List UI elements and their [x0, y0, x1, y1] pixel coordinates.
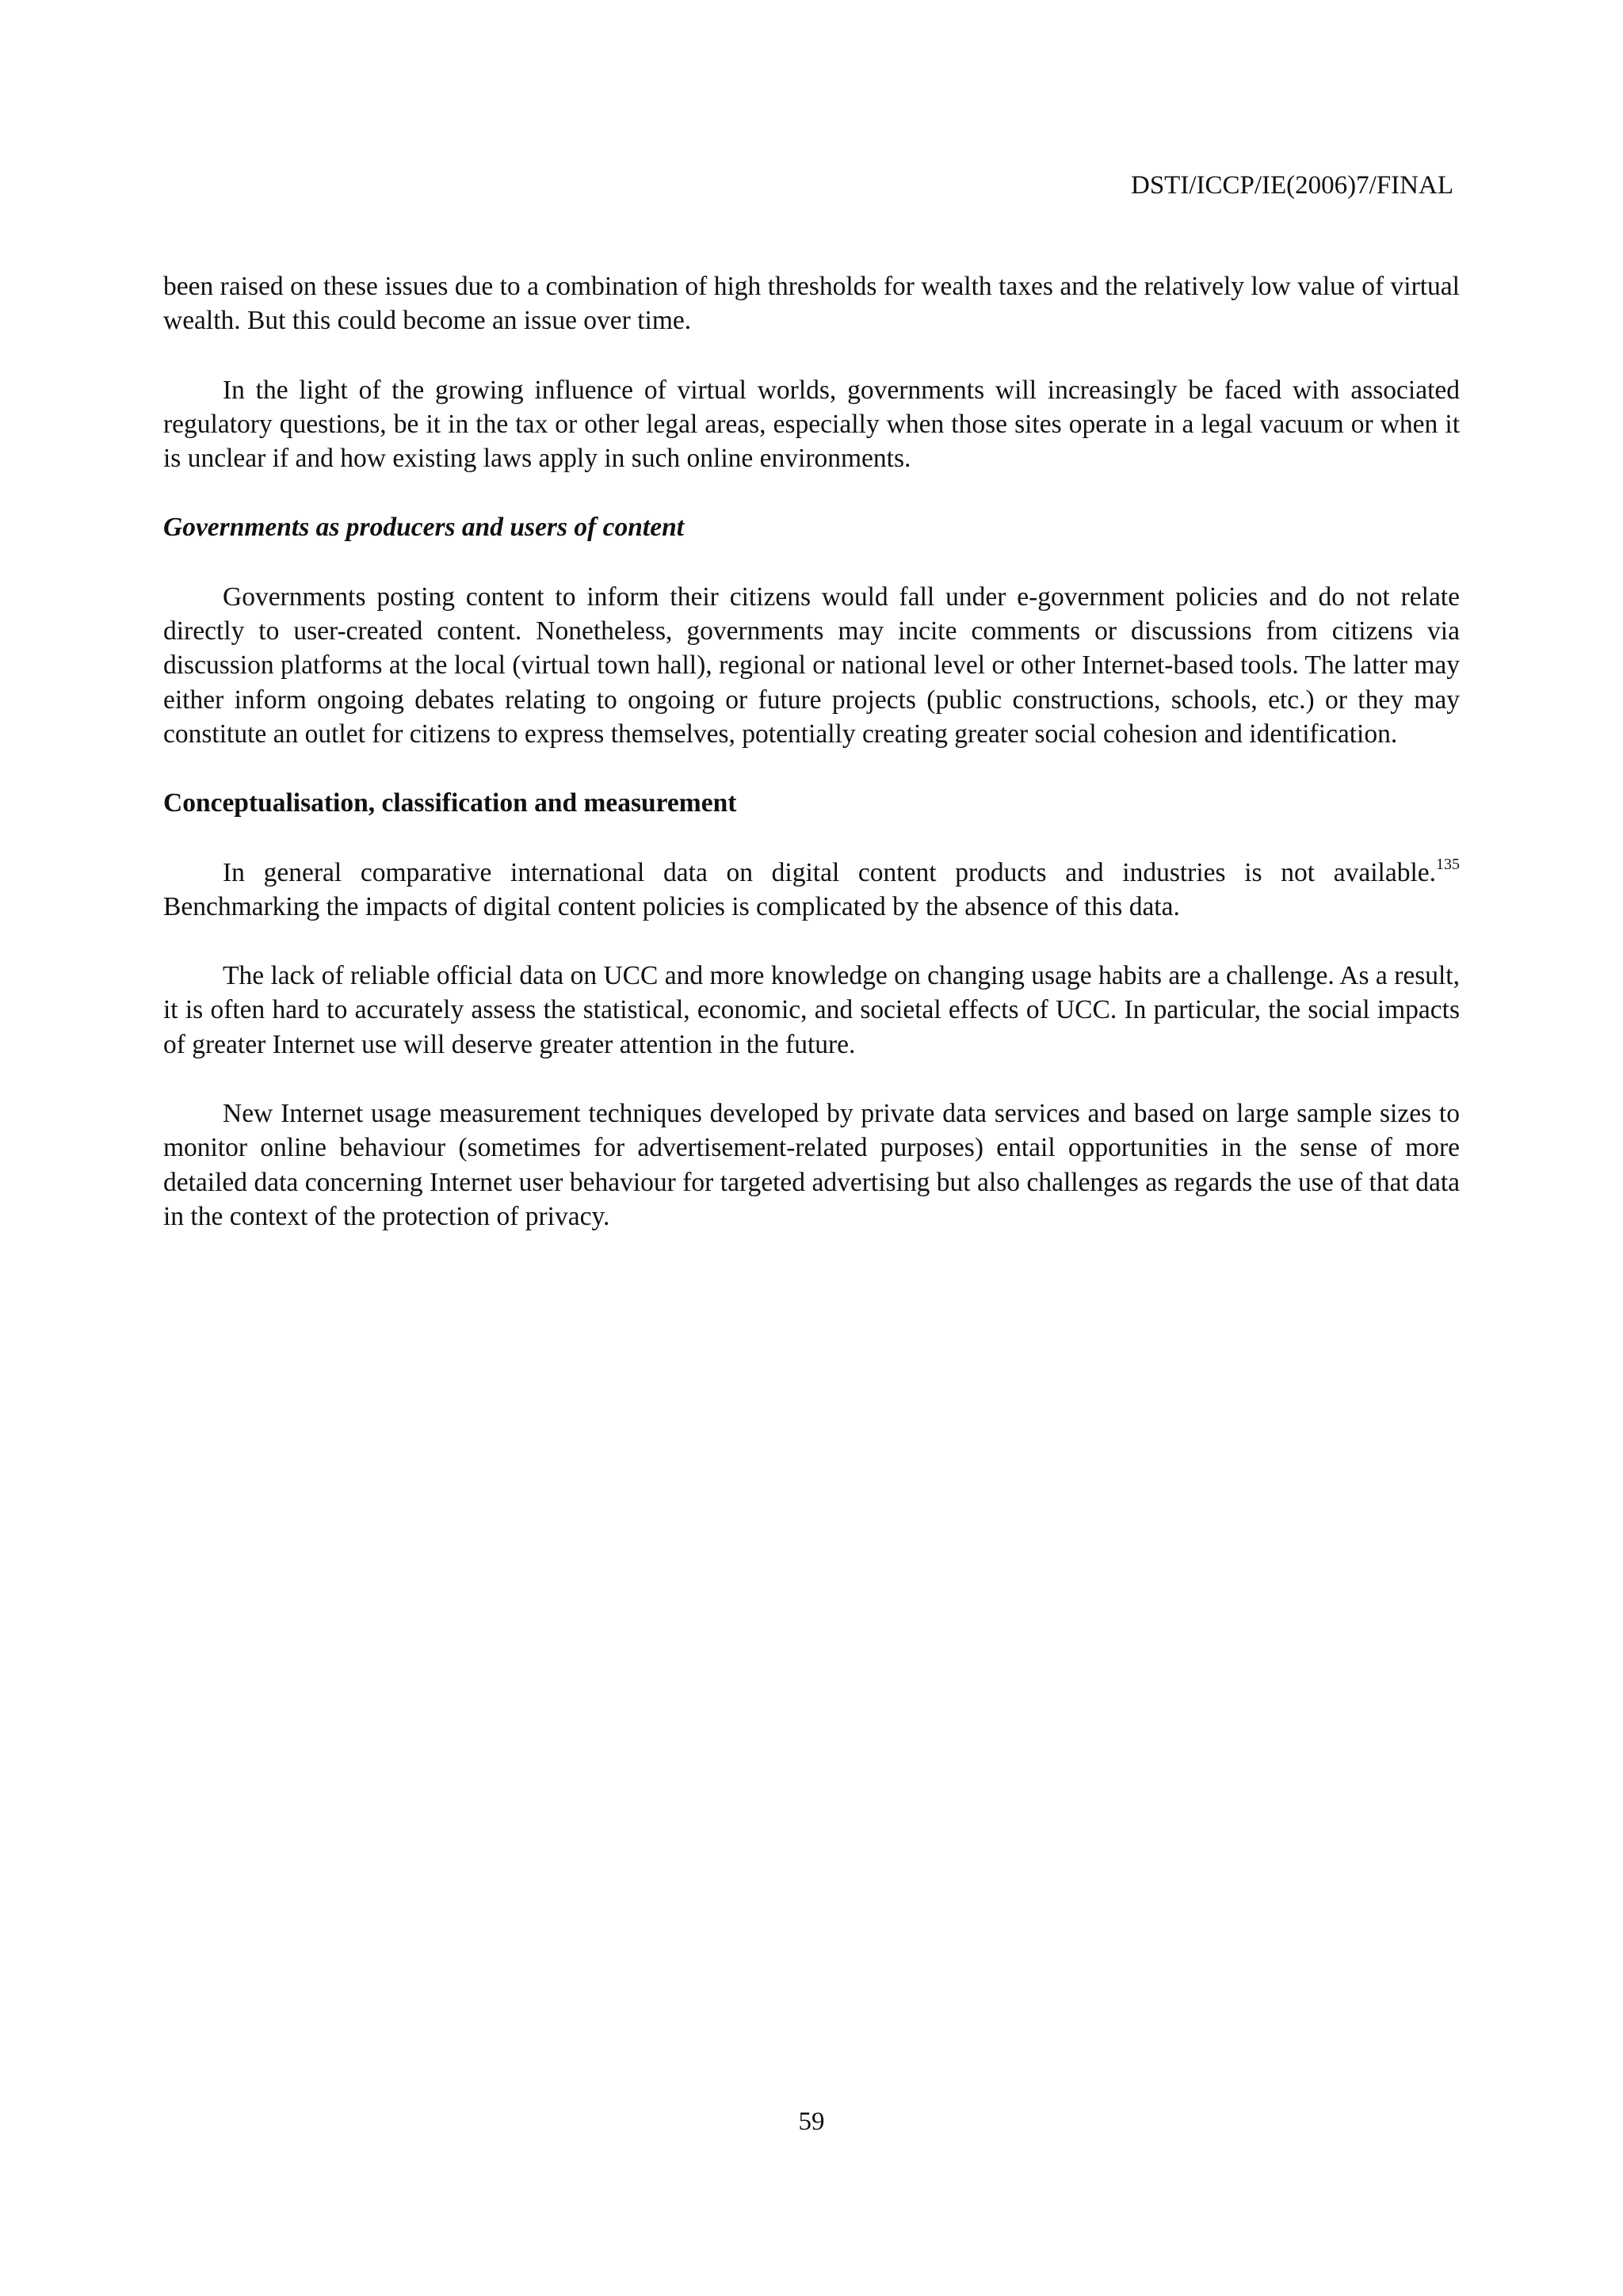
- paragraph-governments-content: Governments posting content to inform their citizens would fall under e-government policies and do not relate directly to user-created content. Nonetheless, governments may incite comments or discussions from citizens via discussion platforms at the local (virtual town hall), regional or national level or other Internet-based tools. The latter may either inform ongoing debates relating to ongoing or future projects (public constructions, schools, etc.) or they may constitute an outlet for citizens to express themselves, potentially creating greater social cohesion and identification.: [163, 582, 1460, 749]
- paragraph-regulatory-questions: In the light of the growing influence of virtual worlds, governments will increasingly be faced with associated regulatory questions, be it in the tax or other legal areas, especially when those sites operate in a legal vacuum or when it is unclear if and how existing laws apply in such online environments.: [163, 375, 1460, 474]
- section-heading-measurement: Conceptualisation, classification and measurement: [163, 788, 737, 818]
- paragraph-virtual-wealth: been raised on these issues due to a combination of high thresholds for wealth taxes and the relatively low value of virtual wealth. But this could become an issue over time.: [163, 272, 1460, 336]
- body-text: [163, 269, 1460, 1268]
- footnote-reference: 135: [1436, 855, 1460, 873]
- paragraph-comparative-data-text: In general comparative international data on digital content products and industries is not available.: [223, 857, 1436, 887]
- paragraph-comparative-data-continued: Benchmarking the impacts of digital content policies is complicated by the absence of this data.: [163, 891, 1180, 921]
- section-heading-governments: Governments as producers and users of content: [163, 513, 685, 543]
- paragraph-comparative-data: [163, 856, 1460, 925]
- page-number: 59: [798, 2107, 825, 2136]
- paragraph-ucc-data: The lack of reliable official data on UCC and more knowledge on changing usage habits are a challenge. As a result, it is often hard to accurately assess the statistical, economic, and societal effects of UCC. In particular, the social impacts of greater Internet use will deserve greater attention in the future.: [163, 961, 1460, 1059]
- document-reference: DSTI/ICCP/IE(2006)7/FINAL: [1131, 171, 1453, 200]
- paragraph-measurement-techniques: New Internet usage measurement techniques developed by private data services and based on large sample sizes to monitor online behaviour (sometimes for advertisement-related purposes) entail opportunities in the sense of more detailed data concerning Internet user behaviour for targeted advertising but also challenges as regards the use of that data in the context of the protection of privacy.: [163, 1099, 1460, 1231]
